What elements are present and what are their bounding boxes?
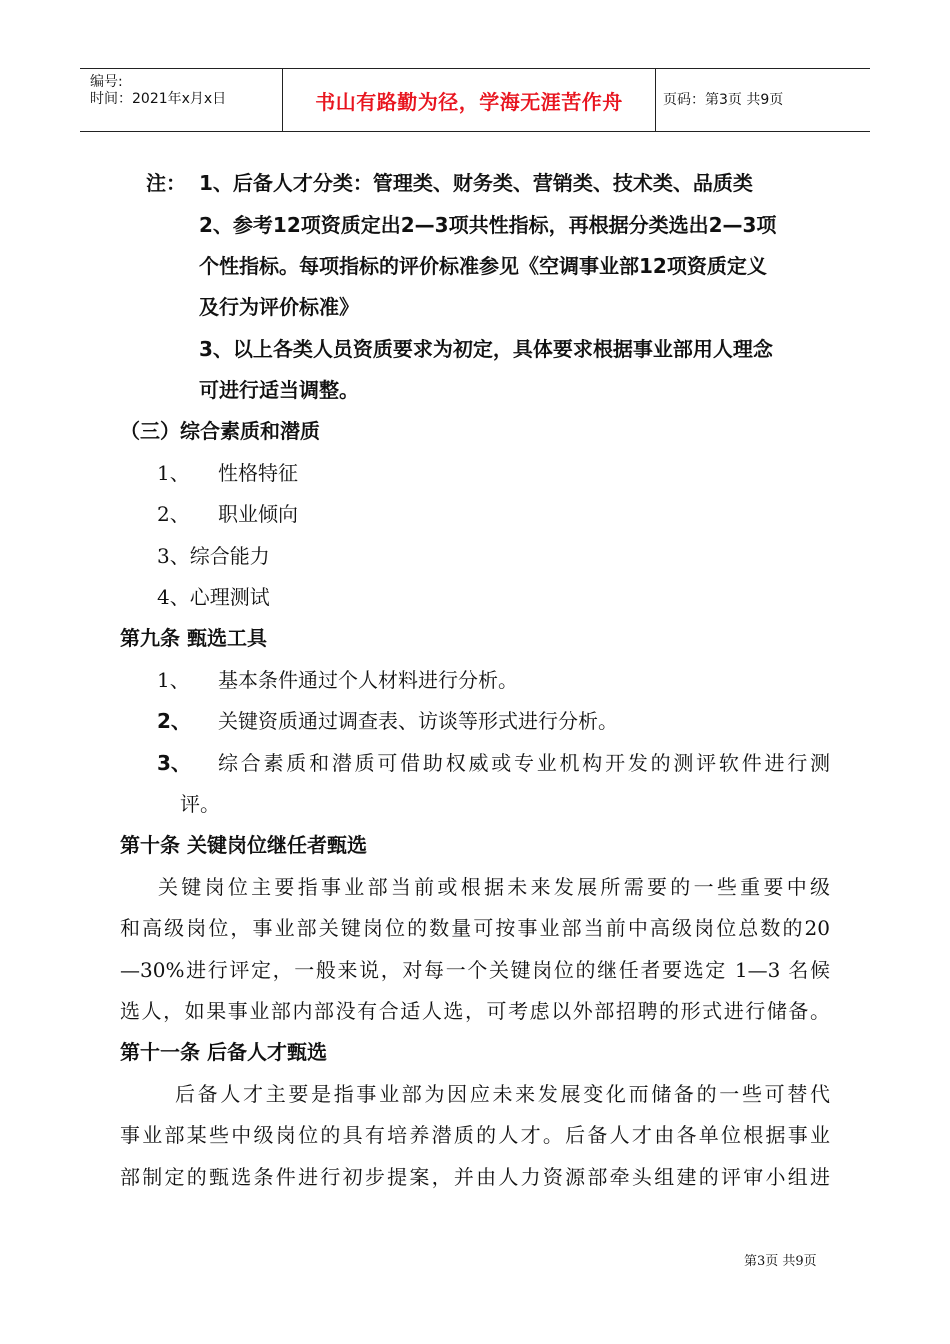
header-page-cell	[655, 69, 870, 131]
document-time-label: 时间：2021年x月x日	[90, 91, 227, 107]
article-10-line-2: 和高级岗位，事业部关键岗位的数量可按事业部当前中高级岗位总数的20	[120, 916, 830, 940]
note-3-line-1: 3、以上各类人员资质要求为初定，具体要求根据事业部用人理念	[199, 337, 773, 361]
page-footer-number: 第3页 共9页	[744, 1254, 817, 1269]
section-3-item-3: 3、综合能力	[157, 544, 270, 568]
section-3-item-2-text: 职业倾向	[218, 502, 298, 526]
section-3-title: （三）综合素质和潜质	[120, 419, 320, 443]
header-motto: 书山有路勤为径，学海无涯苦作舟	[315, 89, 623, 114]
note-2-line-2: 个性指标。每项指标的评价标准参见《空调事业部12项资质定义	[199, 254, 767, 278]
article-11-line-2: 事业部某些中级岗位的具有培养潜质的人才。后备人才由各单位根据事业	[120, 1123, 830, 1147]
article-9-item-3-number: 3、	[157, 751, 191, 775]
article-9-title: 第九条 甄选工具	[120, 626, 267, 650]
article-9-item-2-text: 关键资质通过调查表、访谈等形式进行分析。	[218, 709, 618, 733]
article-9-item-1-text: 基本条件通过个人材料进行分析。	[218, 668, 518, 692]
document-number-label: 编号:	[90, 74, 123, 90]
article-11-line-3: 部制定的甄选条件进行初步提案，并由人力资源部牵头组建的评审小组进	[120, 1165, 830, 1189]
article-10-line-1: 关键岗位主要指事业部当前或根据未来发展所需要的一些重要中级	[158, 875, 830, 899]
header-motto-cell	[282, 69, 656, 131]
header-meta-cell	[80, 69, 282, 131]
note-2-line-3: 及行为评价标准》	[199, 295, 359, 319]
section-3-item-4: 4、心理测试	[157, 585, 270, 609]
page-header	[80, 68, 870, 132]
section-3-item-1-text: 性格特征	[218, 461, 298, 485]
article-10-line-4: 选人，如果事业部内部没有合适人选，可考虑以外部招聘的形式进行储备。	[120, 999, 830, 1023]
article-9-item-3-continuation: 评。	[180, 792, 220, 816]
article-10-line-3: —30%进行评定，一般来说，对每一个关键岗位的继任者要选定 1—3 名候	[120, 958, 830, 982]
article-11-line-1: 后备人才主要是指事业部为因应未来发展变化而储备的一些可替代	[175, 1082, 830, 1106]
note-1: 1、后备人才分类：管理类、财务类、营销类、技术类、品质类	[199, 171, 753, 195]
section-3-item-2-number: 2、	[157, 502, 190, 526]
notes-prefix: 注：	[146, 171, 186, 195]
article-9-item-3-text: 综合素质和潜质可借助权威或专业机构开发的测评软件进行测	[218, 751, 830, 775]
article-9-item-1-number: 1、	[157, 668, 190, 692]
article-10-title: 第十条 关键岗位继任者甄选	[120, 833, 367, 857]
article-9-item-2-number: 2、	[157, 709, 191, 733]
header-page-number: 页码：第3页 共9页	[663, 92, 784, 108]
note-2-line-1: 2、参考12项资质定出2—3项共性指标，再根据分类选出2—3项	[199, 213, 777, 237]
note-3-line-2: 可进行适当调整。	[199, 378, 359, 402]
article-11-title: 第十一条 后备人才甄选	[120, 1040, 327, 1064]
section-3-item-1-number: 1、	[157, 461, 190, 485]
